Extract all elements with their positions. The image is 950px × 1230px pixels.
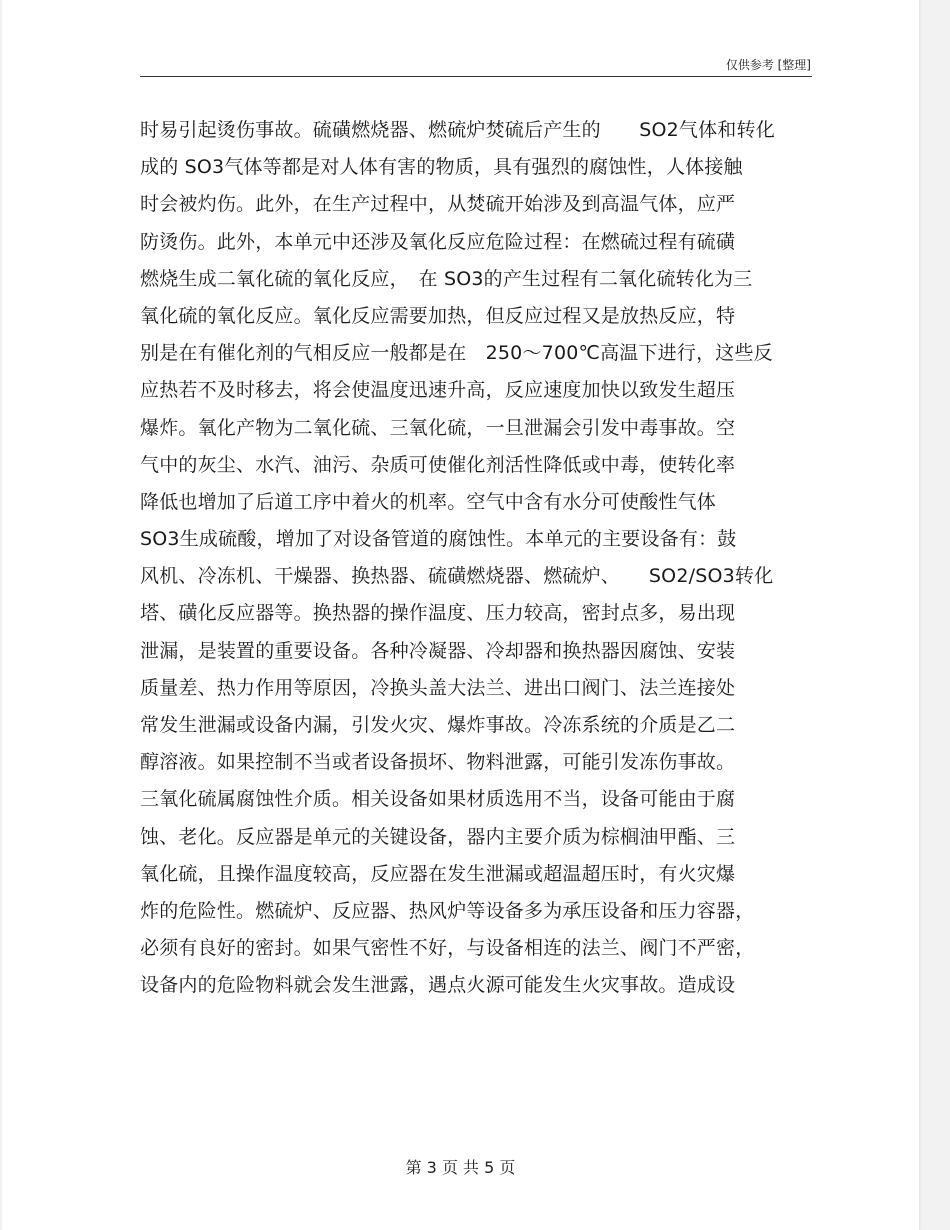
text-line: 三氧化硫属腐蚀性介质。相关设备如果材质选用不当，设备可能由于腐 <box>140 788 736 811</box>
text-line: 气中的灰尘、水汽、油污、杂质可使催化剂活性降低或中毒，使转化率 <box>140 453 736 476</box>
text-line: 成的 SO3气体等都是对人体有害的物质，具有强烈的腐蚀性，人体接触 <box>140 156 743 179</box>
text-line: 风机、冷冻机、干燥器、换热器、硫磺燃烧器、燃硫炉、 SO2/SO3转化 <box>140 565 774 588</box>
text-line: 泄漏，是装置的重要设备。各种冷凝器、冷却器和换热器因腐蚀、安装 <box>140 639 736 662</box>
header-rule <box>140 76 812 77</box>
text-line: 防烫伤。此外，本单元中还涉及氧化反应危险过程：在燃硫过程有硫磺 <box>140 230 736 253</box>
text-line: 别是在有催化剂的气相反应一般都是在 250～700℃高温下进行，这些反 <box>140 342 773 365</box>
text-line: 塔、磺化反应器等。换热器的操作温度、压力较高，密封点多，易出现 <box>140 602 736 625</box>
body-text <box>140 112 820 1005</box>
document-page <box>2 0 919 1230</box>
page-number-footer: 第 3 页 共 5 页 <box>405 1158 516 1177</box>
header-note: 仅供参考 [整理] <box>725 58 811 72</box>
text-line: 常发生泄漏或设备内漏，引发火灾、爆炸事故。冷冻系统的介质是乙二 <box>140 714 736 736</box>
text-line: 时易引起烫伤事故。硫磺燃烧器、燃硫炉焚硫后产生的 SO2气体和转化 <box>140 119 775 141</box>
text-line: SO3生成硫酸，增加了对设备管道的腐蚀性。本单元的主要设备有：鼓 <box>140 528 737 551</box>
text-line: 燃烧生成二氧化硫的氧化反应， 在 SO3的产生过程有二氧化硫转化为三 <box>140 267 753 290</box>
text-line: 蚀、老化。反应器是单元的关键设备，器内主要介质为棕榈油甲酯、三 <box>140 825 736 848</box>
text-line: 必须有良好的密封。如果气密性不好，与设备相连的法兰、阀门不严密， <box>140 937 755 960</box>
text-line: 炸的危险性。燃硫炉、反应器、热风炉等设备多为承压设备和压力容器， <box>140 899 755 922</box>
text-line: 应热若不及时移去，将会使温度迅速升高，反应速度加快以致发生超压 <box>140 379 736 402</box>
text-line: 质量差、热力作用等原因，冷换头盖大法兰、进出口阀门、法兰连接处 <box>140 676 736 699</box>
text-line: 醇溶液。如果控制不当或者设备损坏、物料泄露，可能引发冻伤事故。 <box>140 751 736 774</box>
text-line: 时会被灼伤。此外，在生产过程中，从焚硫开始涉及到高温气体，应严 <box>140 193 736 216</box>
text-line: 氧化硫的氧化反应。氧化反应需要加热，但反应过程又是放热反应，特 <box>140 304 736 327</box>
text-line: 氧化硫，且操作温度较高，反应器在发生泄漏或超温超压时，有火灾爆 <box>140 862 736 885</box>
text-line: 设备内的危险物料就会发生泄露，遇点火源可能发生火灾事故。造成设 <box>140 974 736 997</box>
text-line: 爆炸。氧化产物为二氧化硫、三氧化硫，一旦泄漏会引发中毒事故。空 <box>140 416 736 439</box>
text-line: 降低也增加了后道工序中着火的机率。空气中含有水分可使酸性气体 <box>140 490 717 513</box>
